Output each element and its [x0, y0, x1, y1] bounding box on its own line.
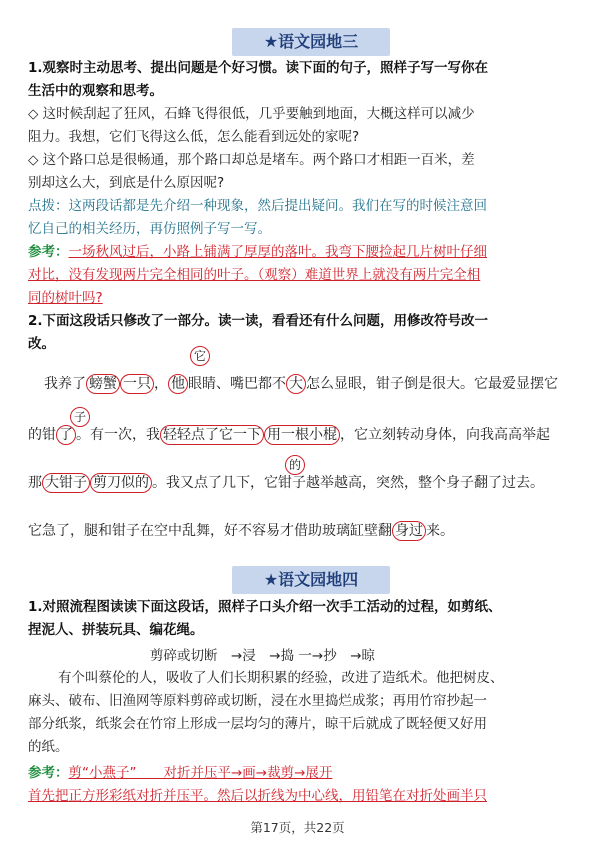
passage-text: 我养了 [44, 376, 86, 392]
s4-question-1-line-1: 1.对照流程图读读下面这段话，照样子口头介绍一次手工活动的过程，如剪纸、 [28, 599, 502, 615]
example-2-line-2: 别却这么大，到底是什么原因呢? [28, 175, 225, 191]
section-title-4: ★语文园地四 [232, 566, 390, 594]
correction-circle: 用一根小棍 [264, 425, 340, 445]
reference-line-1 [28, 241, 573, 264]
correction-circle: 螃蟹 [86, 374, 120, 394]
correction-circle: 了 [56, 425, 76, 445]
correction-circle: 他 [168, 374, 188, 394]
s4-reference-text: 剪“小燕子” 对折并压平→画→裁剪→展开 [68, 765, 333, 781]
tip-line-1: 点拨：这两段话都是先介绍一种现象，然后提出疑问。我们在写的时候注意回 [28, 198, 487, 214]
question-2-line-1: 2.下面这段话只修改了一部分。读一读，看看还有什么问题，用修改符号改一 [28, 313, 489, 329]
correction-insert-de: 的 [285, 455, 305, 475]
s4-question-1-line-2: 捏泥人、拼装玩具、编花绳。 [28, 622, 204, 638]
flowchart: 剪碎或切断 →浸 →捣 一→抄 →晾 [150, 648, 376, 664]
passage-text: 钳子越举越高，突然，整个身子翻了过去。 [278, 475, 544, 491]
reference-text: 一场秋风过后，小路上铺满了厚厚的落叶。我弯下腰捡起几片树叶仔细 [68, 244, 487, 260]
correction-circle: 剪刀似的 [90, 473, 152, 493]
reference-line-3: 同的树叶吗? [28, 290, 103, 306]
reference-line-2: 对比，没有发现两片完全相同的叶子。（观察）难道世界上就没有两片完全相 [28, 267, 481, 283]
passage-text: 它急了，腿和钳子在空中乱舞，好不容易才借助玻璃缸壁翻 [28, 523, 392, 539]
correction-circle: 身过 [392, 521, 426, 541]
correction-insert-ta: 它 [190, 346, 210, 366]
s4-reference-line-2: 首先把正方形彩纸对折并压平。然后以折线为中心线，用铅笔在对折处画半只 [28, 788, 487, 804]
example-1-line-1: ◇ 这时候刮起了狂风，石蜂飞得很低，几乎要触到地面，大概这样可以减少 [28, 106, 475, 122]
s4-paragraph-line-2: 麻头、破布、旧渔网等原料剪碎或切断，浸在水里捣烂成浆；再用竹帘抄起一 [28, 693, 487, 709]
passage-text: ，它立刻转动身体，向我高高举起 [340, 427, 550, 443]
page-footer: 第17页，共22页 [250, 820, 345, 835]
section-title-3: ★语文园地三 [232, 28, 390, 56]
question-1-line-2: 生活中的观察和思考。 [28, 83, 163, 99]
correction-insert-zi: 子 [70, 407, 90, 427]
correction-circle: 一只 [120, 374, 154, 394]
s4-paragraph-line-3: 部分纸浆，纸浆会在竹帘上形成一层均匀的薄片，晾干后就成了既轻便又好用 [28, 716, 487, 732]
passage-text: 怎么显眼，钳子倒是很大。它最爱显摆它 [306, 376, 558, 392]
passage-line-3 [28, 472, 573, 493]
s4-reference-label: 参考： [28, 765, 69, 781]
passage-text: 来。 [426, 523, 454, 539]
tip-line-2: 忆自己的相关经历，再仿照例子写一写。 [28, 221, 271, 237]
passage-text: 。有一次，我 [76, 427, 160, 443]
passage-line-4 [28, 520, 573, 541]
s4-paragraph-line-1: 有个叫蔡伦的人，吸收了人们长期积累的经验，改进了造纸术。他把树皮、 [58, 670, 504, 686]
passage-text: 的钳 [28, 427, 56, 443]
correction-circle: 大钳子 [42, 473, 90, 493]
s4-reference-line-1 [28, 762, 573, 785]
passage-text: 那 [28, 475, 42, 491]
question-1-line-1: 1.观察时主动思考、提出问题是个好习惯。读下面的句子，照样子写一写你在 [28, 60, 489, 76]
passage-text: 。我又点了几下，它 [152, 475, 278, 491]
passage-line-1 [44, 373, 589, 394]
correction-circle: 轻轻点了它一下 [160, 425, 264, 445]
passage-line-2 [28, 424, 573, 445]
s4-paragraph-line-4: 的纸。 [28, 739, 69, 755]
passage-text: 眼睛、嘴巴都不 [188, 376, 286, 392]
reference-label: 参考： [28, 244, 69, 260]
example-1-line-2: 阻力。我想，它们飞得这么低，怎么能看到远处的家呢? [28, 129, 360, 145]
passage-text: ， [154, 376, 168, 392]
correction-circle: 大 [286, 374, 306, 394]
question-2-line-2: 改。 [28, 336, 55, 352]
example-2-line-1: ◇ 这个路口总是很畅通，那个路口却总是堵车。两个路口才相距一百米，差 [28, 152, 475, 168]
